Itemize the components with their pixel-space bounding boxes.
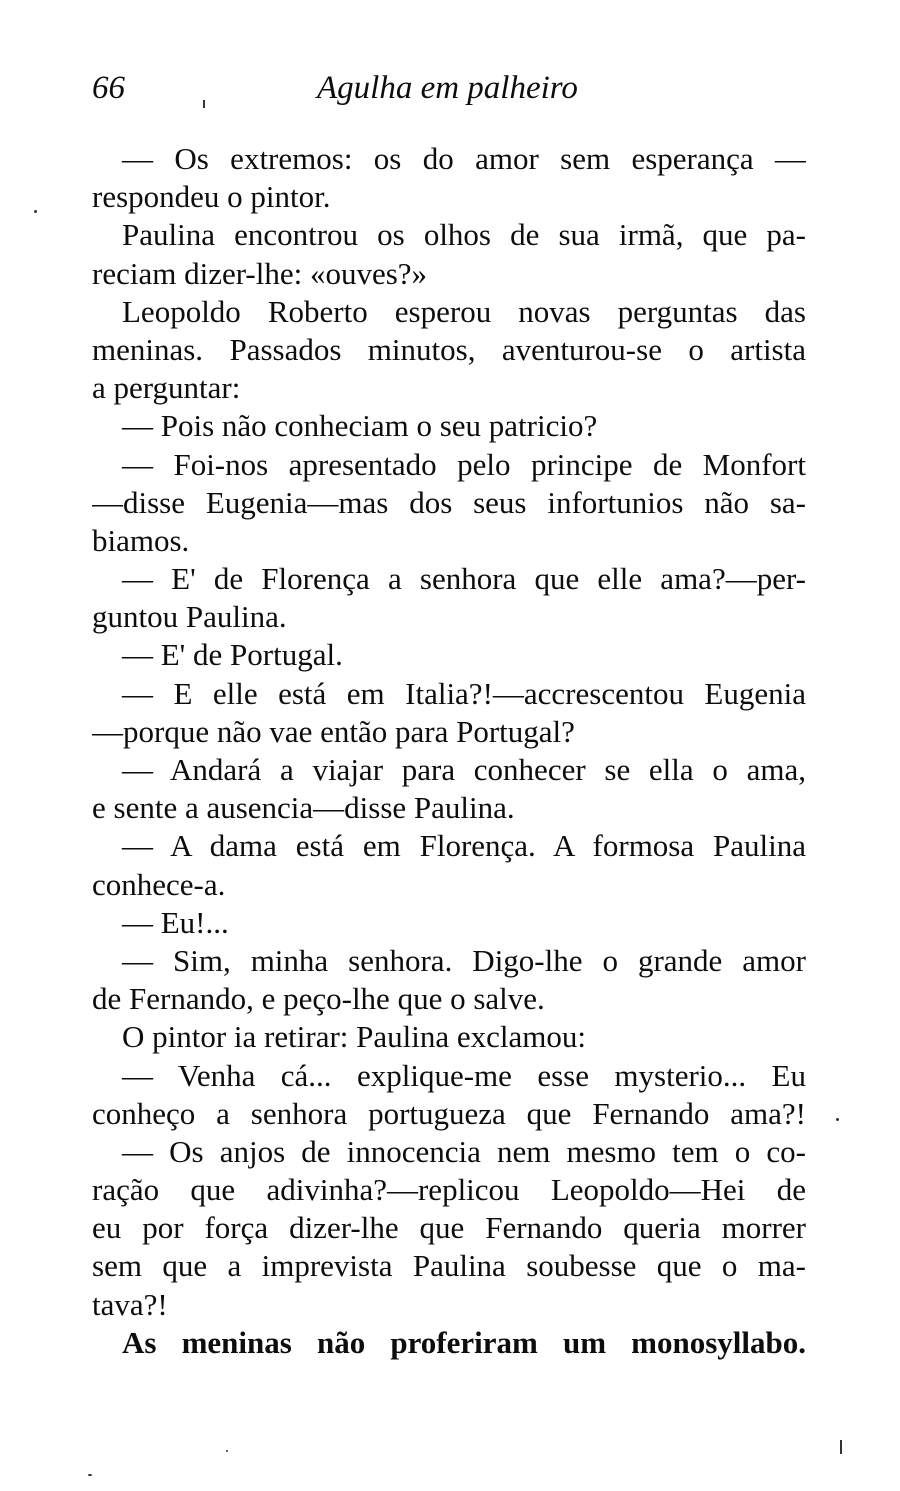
text-line: — Eu!...: [122, 904, 229, 940]
scan-speck: [836, 1118, 839, 1121]
text-line: — Venha cá... explique-me esse mysterio... Eu: [122, 1057, 806, 1093]
text-line: a perguntar:: [92, 370, 241, 406]
scan-speck: [88, 1474, 92, 1476]
text-line: biamos.: [92, 522, 190, 558]
text-line: — Foi-nos apresentado pelo principe de Monfort: [122, 446, 806, 482]
text-line: — Andará a viajar para conhecer se ella o ama,: [122, 752, 806, 787]
text-line: —porque não vae então para Portugal?: [92, 713, 575, 749]
scan-speck: [203, 100, 205, 108]
text-line: — Sim, minha senhora. Digo-lhe o grande amor: [122, 942, 806, 978]
text-line: — Pois não conheciam o seu patricio?: [122, 408, 598, 444]
text-line: e sente a ausencia—disse Paulina.: [92, 790, 515, 826]
text-line: conheço a senhora portugueza que Fernando ama?!: [92, 1095, 806, 1131]
running-title: Agulha em palheiro: [317, 70, 578, 106]
text-line: — E' de Portugal.: [122, 637, 343, 673]
text-line: — Os anjos de innocencia nem mesmo tem o co-: [122, 1133, 806, 1169]
text-line: — E elle está em Italia?!—accrescentou Eugenia: [122, 675, 806, 711]
page-number: 66: [92, 70, 125, 106]
text-line: de Fernando, e peço-lhe que o salve.: [92, 981, 545, 1017]
text-line: eu por força dizer-lhe que Fernando queria morrer: [92, 1210, 806, 1246]
text-line: — Os extremos: os do amor sem esperança —: [122, 141, 806, 176]
text-line: respondeu o pintor.: [92, 179, 331, 215]
scan-speck: [226, 1450, 228, 1452]
text-line: meninas. Passados minutos, aventurou-se o artista: [92, 331, 806, 367]
page-header: [92, 70, 812, 114]
scan-speck: [34, 210, 37, 213]
text-line: O pintor ia retirar: Paulina exclamou:: [122, 1019, 586, 1055]
text-line: —disse Eugenia—mas dos seus infortunios não sa-: [92, 484, 806, 520]
text-line: Paulina encontrou os olhos de sua irmã, que pa-: [122, 217, 806, 253]
text-line: guntou Paulina.: [92, 599, 287, 635]
text-line: — A dama está em Florença. A formosa Paulina: [122, 828, 806, 864]
body-text: [92, 140, 806, 1362]
text-line: — E' de Florença a senhora que elle ama?—per-: [122, 561, 806, 597]
text-line: reciam dizer-lhe: «ouves?»: [92, 255, 428, 291]
text-line: As meninas não proferiram um monosyllabo.: [122, 1324, 806, 1360]
text-line: Leopoldo Roberto esperou novas perguntas das: [122, 293, 806, 329]
scan-speck: [840, 1440, 842, 1454]
text-line: ração que adivinha?—replicou Leopoldo—Hei de: [92, 1172, 806, 1208]
text-line: tava?!: [92, 1286, 168, 1322]
text-line: conhece-a.: [92, 866, 226, 902]
text-line: sem que a imprevista Paulina soubesse que o ma-: [92, 1248, 806, 1284]
